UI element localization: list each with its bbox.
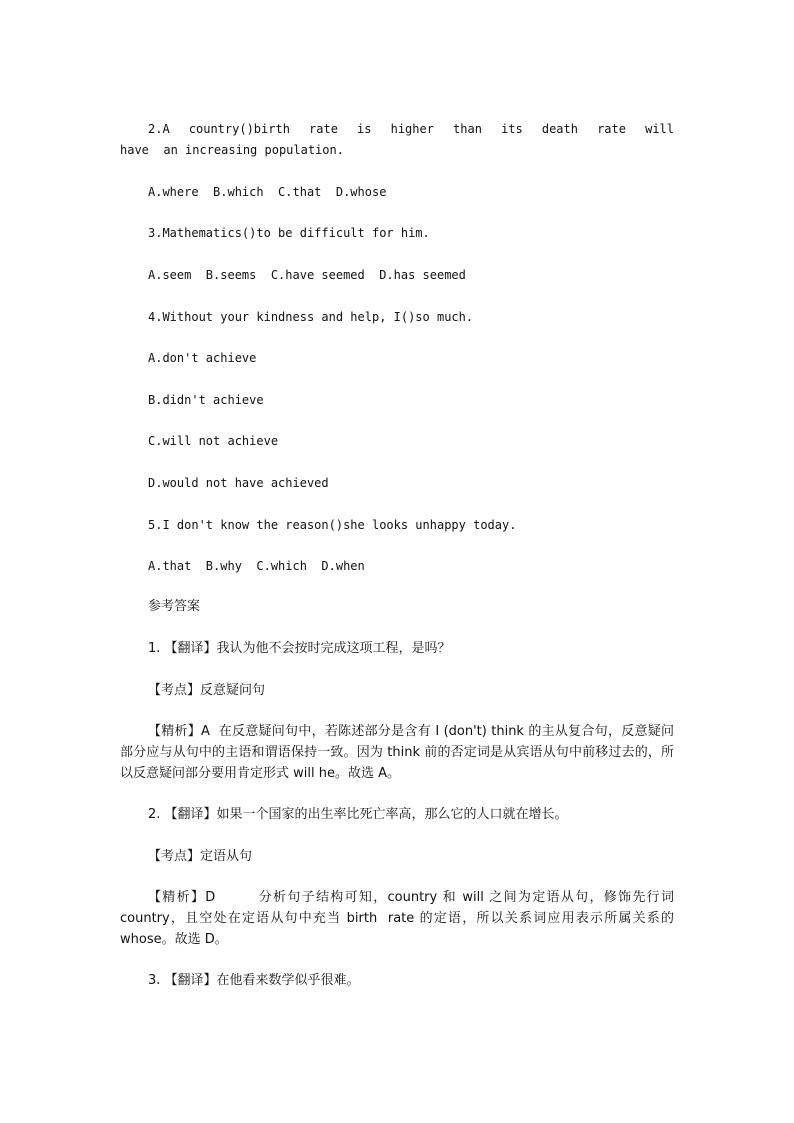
question-3-stem: 3.Mathematics()to be difficult for him. <box>148 226 430 240</box>
answer-3-translation: 3. 【翻译】在他看来数学似乎很难。 <box>148 973 360 988</box>
answers-heading: 参考答案 <box>148 599 201 614</box>
answer-1-translation: 1. 【翻译】我认为他不会按时完成这项工程，是吗？ <box>148 641 451 656</box>
question-3-options: A.seem B.seems C.have seemed D.has seemed <box>148 268 466 282</box>
question-2-options: A.where B.which C.that D.whose <box>148 185 387 199</box>
question-5-stem: 5.I don't know the reason()she looks unhappy today. <box>148 518 517 532</box>
answer-2-point: 【考点】定语从句 <box>148 849 253 864</box>
question-4-option-c: C.will not achieve <box>148 434 279 448</box>
answer-2-analysis: 【精析】D 分析句子结构可知，country 和 will 之间为定语从句，修饰先行词 country，且空处在定语从句中充当 birth rate 的定语，所以关系词应用表示所属关系的 whose。故选 D。 <box>120 890 679 947</box>
question-4-option-a: A.don't achieve <box>148 351 257 365</box>
answer-1-point: 【考点】反意疑问句 <box>148 683 266 698</box>
answer-1-analysis: 【精析】A 在反意疑问句中，若陈述部分是含有 I (don't) think 的主从复合句，反意疑问部分应与从句中的主语和谓语保持一致。因为 think 前的否定词是从宾语从句中前移过去的，所以反意疑问部分要用肯定形式 will he。故选 A。 <box>120 724 674 781</box>
question-4-option-d: D.would not have achieved <box>148 476 329 490</box>
answer-2-translation: 2. 【翻译】如果一个国家的出生率比死亡率高，那么它的人口就在增长。 <box>148 807 568 822</box>
question-5-options: A.that B.why C.which D.when <box>148 559 365 573</box>
question-4-option-b: B.didn't achieve <box>148 393 264 407</box>
question-4-stem: 4.Without your kindness and help, I()so much. <box>148 310 474 324</box>
question-2-stem: 2.A country()birth rate is higher than its death rate will have an increasing population. <box>120 122 689 157</box>
